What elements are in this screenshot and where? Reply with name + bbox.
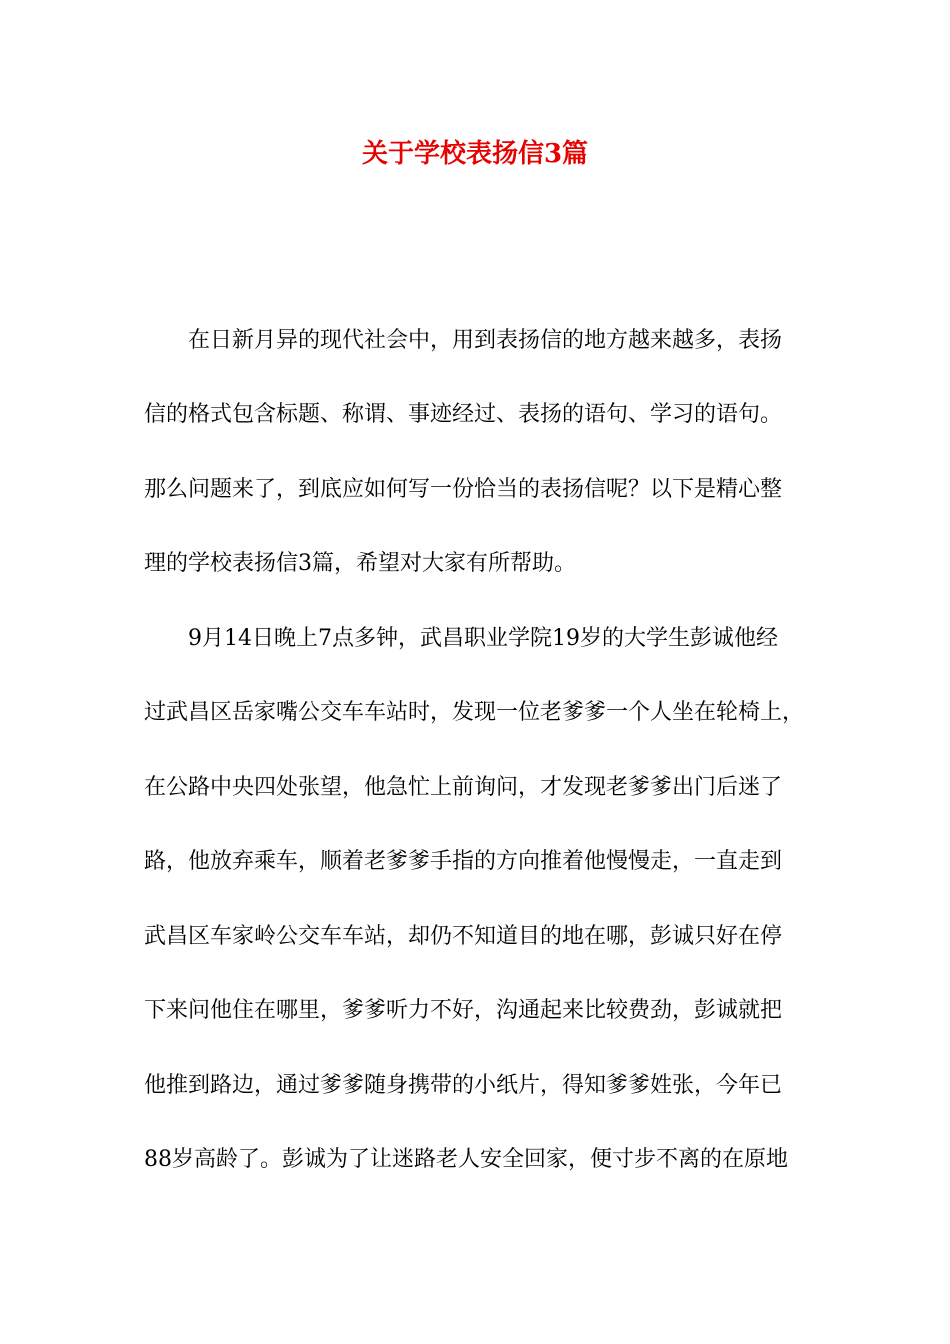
paragraph-1-line-2: 信的格式包含标题、称谓、事迹经过、表扬的语句、学习的语句。 xyxy=(144,402,783,427)
paragraph-2-line-1: 9月14日晚上7点多钟，武昌职业学院19岁的大学生彭诚他经 xyxy=(188,626,778,651)
paragraph-1-line-4: 理的学校表扬信3篇，希望对大家有所帮助。 xyxy=(144,551,576,576)
paragraph-2-line-2: 过武昌区岳家嘴公交车车站时，发现一位老爹爹一个人坐在轮椅上， xyxy=(144,700,805,725)
paragraph-2-line-8: 88岁高龄了。彭诚为了让迷路老人安全回家，便寸步不离的在原地 xyxy=(144,1147,788,1172)
paragraph-2-line-4: 路，他放弃乘车，顺着老爹爹手指的方向推着他慢慢走，一直走到 xyxy=(144,849,783,874)
paragraph-2-line-6: 下来问他住在哪里，爹爹听力不好，沟通起来比较费劲，彭诚就把 xyxy=(144,998,783,1023)
paragraph-2-line-7: 他推到路边，通过爹爹随身携带的小纸片，得知爹爹姓张，今年已 xyxy=(144,1073,783,1098)
paragraph-1-line-3: 那么问题来了，到底应如何写一份恰当的表扬信呢？以下是精心整 xyxy=(144,477,783,502)
paragraph-2-line-3: 在公路中央四处张望，他急忙上前询问，才发现老爹爹出门后迷了 xyxy=(144,775,783,800)
paragraph-1-line-1: 在日新月异的现代社会中，用到表扬信的地方越来越多，表扬 xyxy=(188,328,783,353)
paragraph-2-line-5: 武昌区车家岭公交车车站，却仍不知道目的地在哪，彭诚只好在停 xyxy=(144,924,783,949)
document-title: 关于学校表扬信3篇 xyxy=(361,139,589,169)
